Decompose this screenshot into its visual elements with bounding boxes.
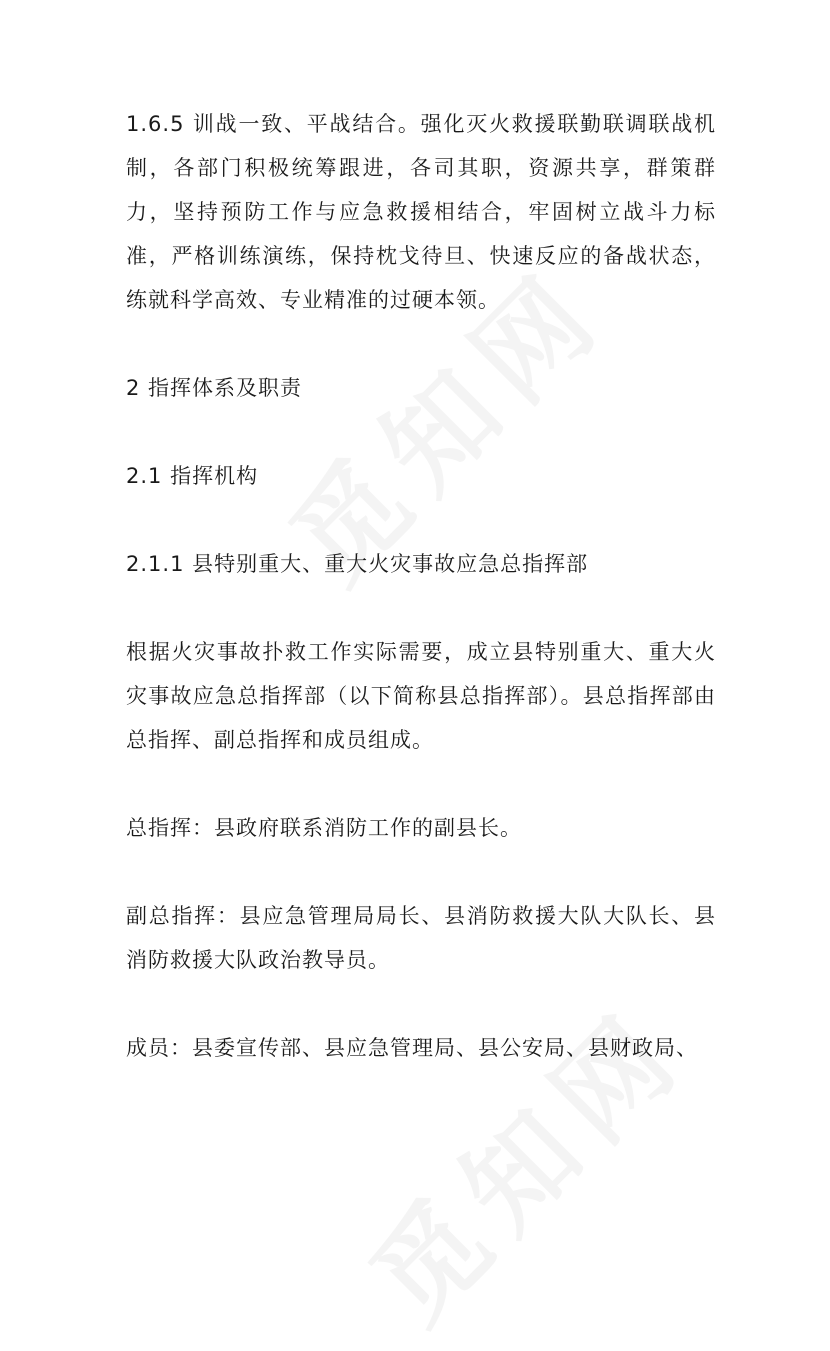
document-body bbox=[126, 102, 716, 1070]
paragraph-headquarters: 根据火灾事故扑救工作实际需要，成立县特别重大、重大火灾事故应急总指挥部（以下简称县总指挥部）。县总指挥部由总指挥、副总指挥和成员组成。 bbox=[126, 640, 716, 752]
paragraph-members: 成员：县委宣传部、县应急管理局、县公安局、县财政局、 bbox=[126, 1036, 698, 1060]
section-heading-2-1-1: 2.1.1 县特别重大、重大火灾事故应急总指挥部 bbox=[126, 552, 589, 576]
section-heading-2: 2 指挥体系及职责 bbox=[126, 376, 303, 400]
section-heading-2-1: 2.1 指挥机构 bbox=[126, 464, 259, 488]
paragraph-deputy-commander: 副总指挥：县应急管理局局长、县消防救援大队大队长、县消防救援大队政治教导员。 bbox=[126, 904, 716, 972]
paragraph-commander: 总指挥：县政府联系消防工作的副县长。 bbox=[126, 816, 522, 840]
paragraph-principle-1-6-5: 1.6.5 训战一致、平战结合。强化灭火救援联勤联调联战机制，各部门积极统筹跟进，各司其职，资源共享，群策群力，坚持预防工作与应急救援相结合，牢固树立战斗力标准，严格训练演练，保持枕戈待旦、快速反应的备战状态，练就科学高效、专业精准的过硬本领。 bbox=[126, 112, 716, 312]
